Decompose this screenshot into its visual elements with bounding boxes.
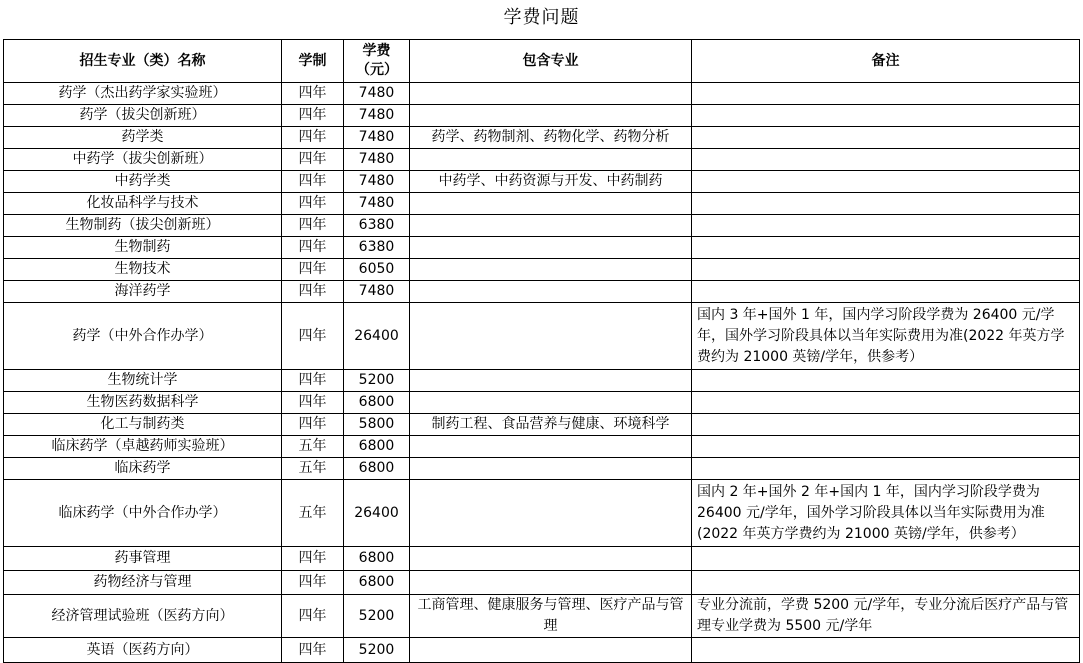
table-row — [4, 127, 1080, 149]
cell-majors — [410, 638, 692, 663]
cell-name: 药学（杰出药学家实验班） — [4, 83, 282, 105]
header-notes: 备注 — [692, 40, 1080, 83]
cell-name: 英语（医药方向） — [4, 638, 282, 663]
table-row — [4, 480, 1080, 547]
cell-years: 四年 — [282, 259, 344, 281]
cell-fee: 7480 — [344, 149, 410, 171]
cell-name: 药学（中外合作办学） — [4, 303, 282, 370]
cell-name: 临床药学 — [4, 458, 282, 480]
cell-name: 生物统计学 — [4, 370, 282, 392]
table-row — [4, 571, 1080, 595]
table-row — [4, 281, 1080, 303]
cell-majors — [410, 281, 692, 303]
cell-fee: 5200 — [344, 595, 410, 638]
cell-years: 四年 — [282, 193, 344, 215]
cell-years: 四年 — [282, 595, 344, 638]
cell-majors — [410, 436, 692, 458]
cell-years: 四年 — [282, 171, 344, 193]
cell-notes — [692, 370, 1080, 392]
tuition-table — [3, 39, 1080, 663]
cell-years: 四年 — [282, 303, 344, 370]
cell-fee: 7480 — [344, 171, 410, 193]
header-name: 招生专业（类）名称 — [4, 40, 282, 83]
table-row — [4, 370, 1080, 392]
cell-fee: 6800 — [344, 458, 410, 480]
header-fee: 学费（元） — [344, 40, 410, 83]
cell-fee: 6050 — [344, 259, 410, 281]
table-row — [4, 392, 1080, 414]
cell-fee: 7480 — [344, 83, 410, 105]
table-row — [4, 171, 1080, 193]
cell-majors — [410, 547, 692, 571]
table-row — [4, 638, 1080, 663]
cell-years: 四年 — [282, 281, 344, 303]
cell-years: 五年 — [282, 436, 344, 458]
header-majors: 包含专业 — [410, 40, 692, 83]
cell-name: 生物制药（拔尖创新班） — [4, 215, 282, 237]
cell-majors — [410, 392, 692, 414]
table-row — [4, 303, 1080, 370]
cell-majors: 药学、药物制剂、药物化学、药物分析 — [410, 127, 692, 149]
table-body — [4, 83, 1080, 663]
cell-notes: 国内 3 年+国外 1 年，国内学习阶段学费为 26400 元/学年，国外学习阶段具体以当年实际费用为准(2022 年英方学费约为 21000 英镑/学年，供参考） — [692, 303, 1080, 370]
cell-majors — [410, 571, 692, 595]
cell-years: 四年 — [282, 83, 344, 105]
cell-years: 四年 — [282, 105, 344, 127]
cell-fee: 6800 — [344, 547, 410, 571]
table-row — [4, 458, 1080, 480]
cell-notes — [692, 149, 1080, 171]
cell-notes — [692, 571, 1080, 595]
cell-majors: 工商管理、健康服务与管理、医疗产品与管理 — [410, 595, 692, 638]
cell-years: 五年 — [282, 458, 344, 480]
cell-notes — [692, 638, 1080, 663]
cell-fee: 7480 — [344, 281, 410, 303]
cell-fee: 26400 — [344, 303, 410, 370]
cell-notes: 国内 2 年+国外 2 年+国内 1 年，国内学习阶段学费为 26400 元/学年，国外学习阶段具体以当年实际费用为准(2022 年英方学费约为 21000 英镑/学年，供参考） — [692, 480, 1080, 547]
table-row — [4, 105, 1080, 127]
table-row — [4, 436, 1080, 458]
cell-name: 经济管理试验班（医药方向） — [4, 595, 282, 638]
cell-notes — [692, 215, 1080, 237]
cell-name: 临床药学（中外合作办学） — [4, 480, 282, 547]
cell-name: 药事管理 — [4, 547, 282, 571]
cell-name: 生物技术 — [4, 259, 282, 281]
cell-fee: 5800 — [344, 414, 410, 436]
cell-majors — [410, 149, 692, 171]
cell-years: 四年 — [282, 215, 344, 237]
cell-name: 药学类 — [4, 127, 282, 149]
cell-fee: 6380 — [344, 215, 410, 237]
cell-fee: 6380 — [344, 237, 410, 259]
cell-years: 四年 — [282, 237, 344, 259]
table-row — [4, 595, 1080, 638]
cell-fee: 5200 — [344, 370, 410, 392]
cell-fee: 26400 — [344, 480, 410, 547]
cell-fee: 5200 — [344, 638, 410, 663]
cell-notes — [692, 414, 1080, 436]
table-row — [4, 215, 1080, 237]
cell-name: 生物医药数据科学 — [4, 392, 282, 414]
cell-notes — [692, 193, 1080, 215]
cell-majors — [410, 370, 692, 392]
cell-fee: 6800 — [344, 392, 410, 414]
cell-name: 药物经济与管理 — [4, 571, 282, 595]
cell-name: 海洋药学 — [4, 281, 282, 303]
cell-notes: 专业分流前，学费 5200 元/学年，专业分流后医疗产品与管理专业学费为 5500 元/学年 — [692, 595, 1080, 638]
cell-notes — [692, 259, 1080, 281]
cell-years: 四年 — [282, 414, 344, 436]
table-row — [4, 193, 1080, 215]
cell-majors — [410, 105, 692, 127]
cell-majors — [410, 193, 692, 215]
cell-notes — [692, 105, 1080, 127]
cell-majors: 制药工程、食品营养与健康、环境科学 — [410, 414, 692, 436]
cell-notes — [692, 83, 1080, 105]
cell-majors — [410, 458, 692, 480]
cell-years: 四年 — [282, 571, 344, 595]
cell-notes — [692, 171, 1080, 193]
cell-notes — [692, 547, 1080, 571]
cell-notes — [692, 237, 1080, 259]
cell-majors — [410, 259, 692, 281]
cell-years: 五年 — [282, 480, 344, 547]
cell-notes — [692, 458, 1080, 480]
cell-name: 化工与制药类 — [4, 414, 282, 436]
cell-years: 四年 — [282, 638, 344, 663]
cell-years: 四年 — [282, 392, 344, 414]
cell-years: 四年 — [282, 127, 344, 149]
header-years: 学制 — [282, 40, 344, 83]
page-title: 学费问题 — [503, 7, 580, 28]
cell-name: 化妆品科学与技术 — [4, 193, 282, 215]
table-row — [4, 237, 1080, 259]
cell-majors — [410, 303, 692, 370]
cell-fee: 7480 — [344, 127, 410, 149]
table-header-row — [4, 40, 1080, 83]
table-row — [4, 83, 1080, 105]
cell-name: 生物制药 — [4, 237, 282, 259]
cell-notes — [692, 436, 1080, 458]
cell-fee: 7480 — [344, 105, 410, 127]
cell-name: 药学（拔尖创新班） — [4, 105, 282, 127]
cell-years: 四年 — [282, 547, 344, 571]
cell-name: 中药学（拔尖创新班） — [4, 149, 282, 171]
table-row — [4, 149, 1080, 171]
cell-notes — [692, 281, 1080, 303]
cell-fee: 7480 — [344, 193, 410, 215]
cell-notes — [692, 127, 1080, 149]
table-row — [4, 259, 1080, 281]
cell-years: 四年 — [282, 370, 344, 392]
cell-name: 临床药学（卓越药师实验班） — [4, 436, 282, 458]
cell-majors — [410, 480, 692, 547]
table-row — [4, 414, 1080, 436]
cell-majors — [410, 215, 692, 237]
cell-fee: 6800 — [344, 571, 410, 595]
cell-notes — [692, 392, 1080, 414]
cell-majors: 中药学、中药资源与开发、中药制药 — [410, 171, 692, 193]
cell-name: 中药学类 — [4, 171, 282, 193]
cell-years: 四年 — [282, 149, 344, 171]
cell-majors — [410, 83, 692, 105]
cell-majors — [410, 237, 692, 259]
table-row — [4, 547, 1080, 571]
cell-fee: 6800 — [344, 436, 410, 458]
